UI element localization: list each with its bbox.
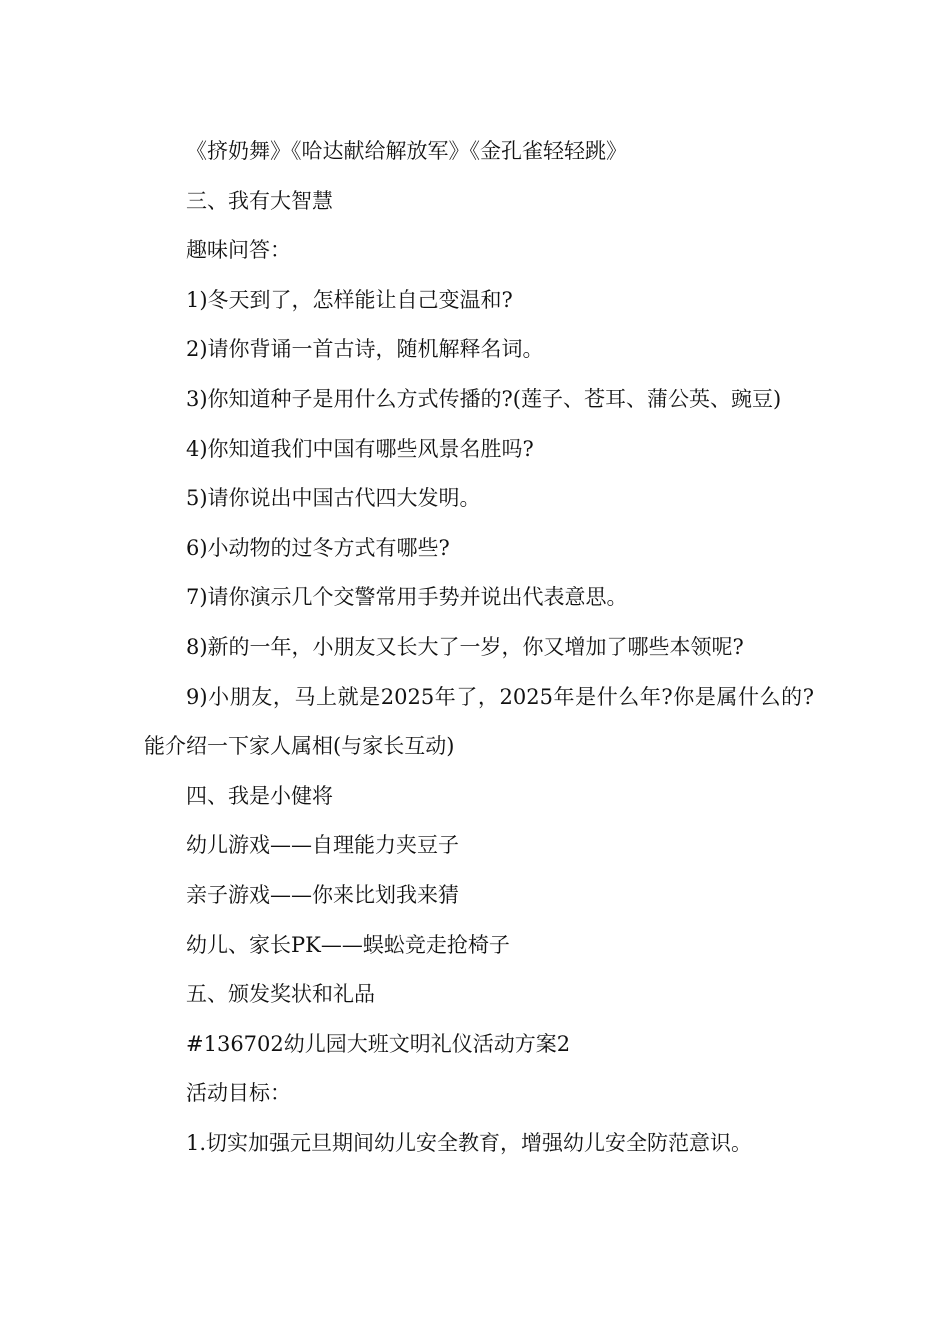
- quiz-item-4: 4)你知道我们中国有哪些风景名胜吗?: [186, 436, 534, 461]
- quiz-item-7: 7)请你演示几个交警常用手势并说出代表意思。: [186, 585, 628, 610]
- quiz-item-6: 6)小动物的过冬方式有哪些?: [186, 535, 450, 560]
- quiz-item-1: 1)冬天到了，怎样能让自己变温和?: [186, 287, 513, 312]
- quiz-item-2: 2)请你背诵一首古诗，随机解释名词。: [186, 337, 544, 362]
- paragraph-goals-label: 活动目标：: [186, 1081, 291, 1106]
- game-item-pk: 幼儿、家长PK——蜈蚣竞走抢椅子: [186, 932, 510, 957]
- quiz-item-3: 3)你知道种子是用什么方式传播的?(莲子、苍耳、蒲公英、豌豆): [186, 386, 782, 411]
- game-item-child: 幼儿游戏——自理能力夹豆子: [186, 833, 459, 858]
- quiz-item-8: 8)新的一年，小朋友又长大了一岁，你又增加了哪些本领呢?: [186, 634, 744, 659]
- section-heading-wisdom: 三、我有大智慧: [186, 188, 333, 213]
- paragraph-dance-titles: 《挤奶舞》《哈达献给解放军》《金孔雀轻轻跳》: [186, 139, 627, 163]
- section-heading-athlete: 四、我是小健将: [186, 783, 333, 808]
- paragraph-quiz-label: 趣味问答：: [186, 238, 291, 263]
- quiz-item-5: 5)请你说出中国古代四大发明。: [186, 486, 481, 511]
- game-item-parent-child: 亲子游戏——你来比划我来猜: [186, 882, 459, 907]
- goal-item-1: 1.切实加强元旦期间幼儿安全教育，增强幼儿安全防范意识。: [186, 1130, 753, 1155]
- quiz-item-9: 9)小朋友，马上就是2025年了，2025年是什么年?你是属什么的?能介绍一下家人属相(与家长互动): [144, 684, 814, 759]
- section-heading-awards: 五、颁发奖状和礼品: [186, 982, 375, 1007]
- document-body: [144, 127, 814, 1168]
- plan-title: #136702幼儿园大班文明礼仪活动方案2: [186, 1031, 571, 1056]
